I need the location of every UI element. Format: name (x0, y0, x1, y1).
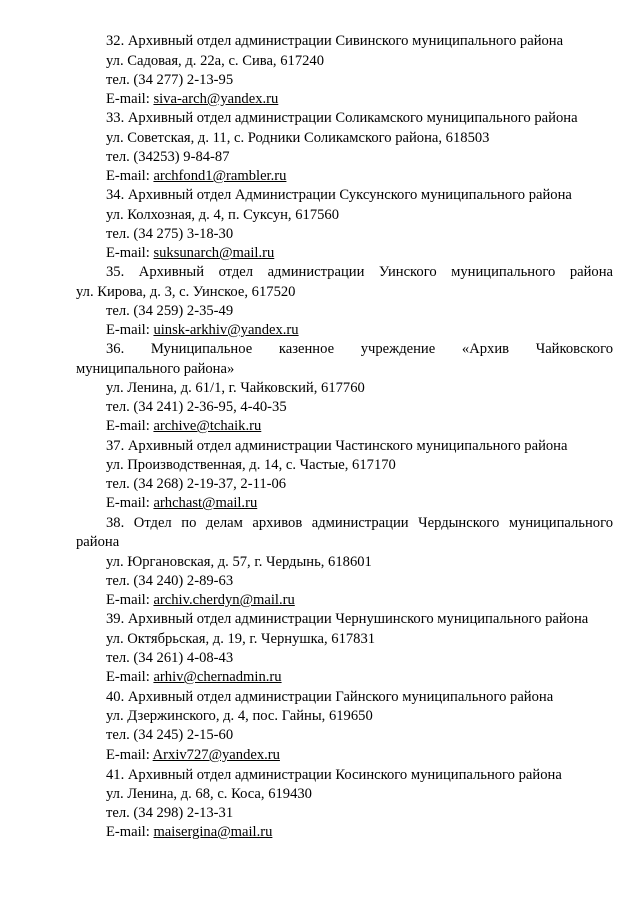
entry-title: 39. Архивный отдел администрации Чернушинского муниципального района (106, 611, 589, 627)
entry-address: ул. Ленина, д. 68, с. Коса, 619430 (106, 786, 312, 802)
entry-title: 35. Архивный отдел администрации Уинского муниципального района (106, 264, 613, 280)
email-link[interactable]: archive@tchaik.ru (153, 418, 262, 434)
entry-email-line (106, 746, 280, 766)
entry-address: ул. Дзержинского, д. 4, пос. Гайны, 619650 (106, 708, 373, 724)
entry-phone: тел. (34 240) 2-89-63 (106, 573, 234, 589)
email-label: E-mail: (106, 747, 150, 763)
entry-address: ул. Колхозная, д. 4, п. Суксун, 617560 (106, 207, 340, 223)
email-link[interactable]: archfond1@rambler.ru (153, 168, 287, 184)
email-label: E-mail: (106, 669, 150, 685)
entry-email-line (106, 244, 274, 264)
email-link[interactable]: uinsk-arkhiv@yandex.ru (153, 322, 299, 338)
entry-email-line (106, 167, 286, 187)
entry-address: ул. Юргановская, д. 57, г. Чердынь, 618601 (106, 554, 372, 570)
email-label: E-mail: (106, 592, 150, 608)
entry-address: ул. Октябрьская, д. 19, г. Чернушка, 617831 (106, 631, 376, 647)
entry-address: ул. Садовая, д. 22а, с. Сива, 617240 (106, 53, 325, 69)
entry-title: 33. Архивный отдел администрации Соликамского муниципального района (106, 110, 578, 126)
entry-address: ул. Производственная, д. 14, с. Частые, 617170 (106, 457, 396, 473)
entry-title-line1: 38. Отдел по делам архивов администрации Чердынского муниципального (106, 515, 613, 531)
email-label: E-mail: (106, 322, 150, 338)
entry-phone: тел. (34 277) 2-13-95 (106, 72, 234, 88)
entry-phone: тел. (34 298) 2-13-31 (106, 805, 234, 821)
email-label: E-mail: (106, 245, 150, 261)
email-label: E-mail: (106, 418, 150, 434)
entry-title: 34. Архивный отдел Администрации Суксунского муниципального района (106, 187, 572, 203)
email-label: E-mail: (106, 91, 150, 107)
entry-phone: тел. (34 259) 2-35-49 (106, 303, 234, 319)
entry-phone: тел. (34 261) 4-08-43 (106, 650, 234, 666)
entry-email-line (106, 591, 295, 611)
entry-email-line (106, 321, 299, 341)
email-link[interactable]: siva-arch@yandex.ru (153, 91, 279, 107)
email-link[interactable]: suksunarch@mail.ru (153, 245, 275, 261)
email-label: E-mail: (106, 495, 150, 511)
entry-address: ул. Советская, д. 11, с. Родники Соликамского района, 618503 (106, 130, 490, 146)
entry-email-line (106, 494, 257, 514)
entry-title: 40. Архивный отдел администрации Гайнского муниципального района (106, 689, 554, 705)
email-label: E-mail: (106, 168, 150, 184)
email-link[interactable]: archiv.cherdyn@mail.ru (153, 592, 295, 608)
entry-phone: тел. (34 275) 3-18-30 (106, 226, 234, 242)
email-link[interactable]: Arxiv727@yandex.ru (152, 747, 280, 763)
entry-phone: тел. (34253) 9-84-87 (106, 149, 230, 165)
entry-title-line1: 36. Муниципальное казенное учреждение «Архив Чайковского (106, 341, 613, 357)
entry-email-line (106, 823, 272, 843)
entry-phone: тел. (34 241) 2-36-95, 4-40-35 (106, 399, 287, 415)
entry-phone: тел. (34 245) 2-15-60 (106, 727, 234, 743)
entry-title: 37. Архивный отдел администрации Частинского муниципального района (106, 438, 568, 454)
entry-title: 41. Архивный отдел администрации Косинского муниципального района (106, 767, 562, 783)
entry-email-line (106, 668, 282, 688)
entry-phone: тел. (34 268) 2-19-37, 2-11-06 (106, 476, 287, 492)
entry-email-line (106, 90, 278, 110)
entry-address: ул. Ленина, д. 61/1, г. Чайковский, 617760 (106, 380, 365, 396)
email-label: E-mail: (106, 824, 150, 840)
entry-email-line (106, 417, 261, 437)
email-link[interactable]: maisergina@mail.ru (153, 824, 273, 840)
entry-address: ул. Кирова, д. 3, с. Уинское, 617520 (76, 284, 296, 300)
email-link[interactable]: arhiv@chernadmin.ru (153, 669, 282, 685)
entry-title-line2: муниципального района» (76, 361, 235, 377)
email-link[interactable]: arhchast@mail.ru (153, 495, 258, 511)
entry-title: 32. Архивный отдел администрации Сивинского муниципального района (106, 33, 564, 49)
entry-title-line2: района (76, 534, 120, 550)
